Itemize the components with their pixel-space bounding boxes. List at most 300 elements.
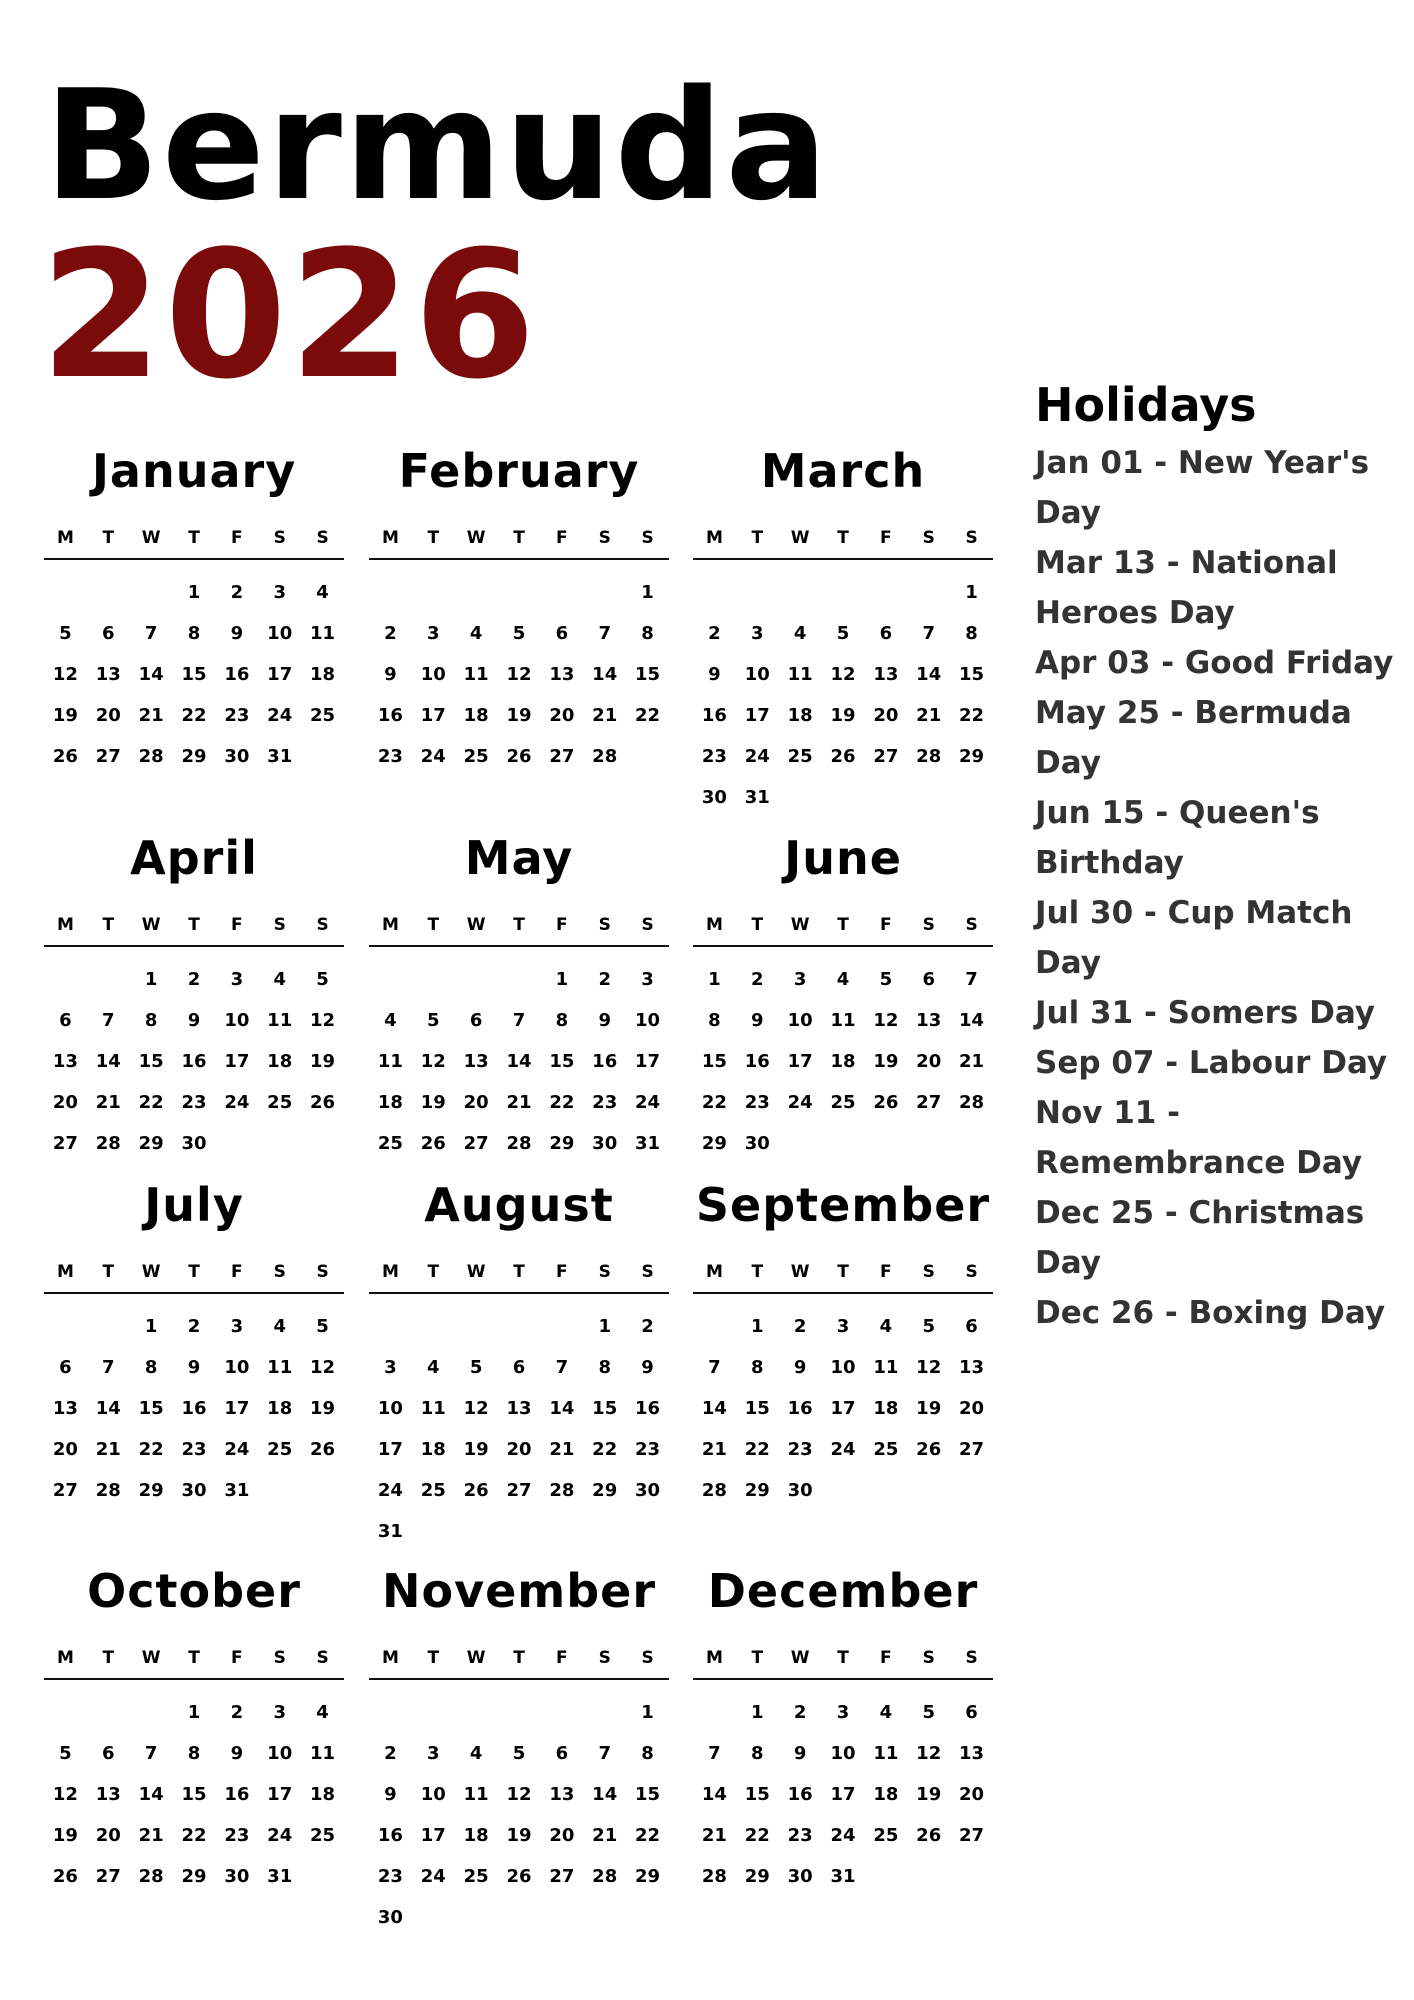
day-cell: 6 bbox=[879, 623, 893, 644]
day-cell: 1 bbox=[641, 1702, 654, 1723]
weekday-label: S bbox=[598, 1648, 611, 1668]
day-cell: 3 bbox=[751, 623, 764, 644]
day-cell: 29 bbox=[744, 1480, 770, 1501]
day-cell: 25 bbox=[420, 1480, 446, 1501]
day-cell: 17 bbox=[787, 1051, 813, 1072]
day-cell: 7 bbox=[598, 1743, 611, 1764]
day-cell: 15 bbox=[138, 1051, 164, 1072]
day-cell: 17 bbox=[224, 1398, 250, 1419]
day-cell: 21 bbox=[506, 1092, 532, 1113]
weekday-header bbox=[44, 528, 344, 560]
day-cell: 11 bbox=[873, 1357, 899, 1378]
day-cell: 1 bbox=[555, 969, 569, 990]
day-cell: 30 bbox=[787, 1480, 813, 1501]
weekday-label: T bbox=[427, 1262, 440, 1282]
day-cell: 6 bbox=[555, 1743, 569, 1764]
empty-day-cell bbox=[412, 1692, 455, 1733]
day-cell: 6 bbox=[469, 1010, 483, 1031]
day-cell: 4 bbox=[273, 969, 286, 990]
day-cell: 9 bbox=[384, 1784, 397, 1805]
weekday-header bbox=[369, 915, 669, 947]
day-cell: 30 bbox=[224, 746, 250, 767]
empty-day-cell bbox=[779, 572, 822, 613]
day-cell: 15 bbox=[635, 1784, 661, 1805]
day-cell: 30 bbox=[744, 1133, 770, 1154]
day-cell: 16 bbox=[377, 1825, 403, 1846]
day-cell: 13 bbox=[916, 1010, 942, 1031]
weekday-label: S bbox=[273, 915, 286, 935]
day-cell: 10 bbox=[830, 1357, 856, 1378]
day-cell: 8 bbox=[751, 1743, 764, 1764]
day-cell: 19 bbox=[830, 705, 856, 726]
day-cell: 13 bbox=[52, 1398, 78, 1419]
day-cell: 1 bbox=[641, 582, 654, 603]
day-cell: 10 bbox=[267, 623, 293, 644]
day-cell: 13 bbox=[959, 1357, 985, 1378]
day-cell: 8 bbox=[144, 1010, 158, 1031]
day-cell: 29 bbox=[138, 1480, 164, 1501]
day-cell: 11 bbox=[420, 1398, 446, 1419]
month-name: February bbox=[398, 444, 640, 498]
day-cell: 11 bbox=[267, 1010, 293, 1031]
day-cell: 11 bbox=[377, 1051, 403, 1072]
day-cell: 5 bbox=[316, 1316, 329, 1337]
weekday-label: S bbox=[641, 1262, 654, 1282]
day-cell: 23 bbox=[787, 1825, 813, 1846]
day-cell: 24 bbox=[377, 1480, 403, 1501]
weekday-label: M bbox=[705, 915, 723, 935]
empty-day-cell bbox=[455, 572, 498, 613]
day-cell: 28 bbox=[701, 1866, 727, 1887]
weekday-label: T bbox=[751, 915, 764, 935]
day-cell: 17 bbox=[830, 1398, 856, 1419]
day-cell: 28 bbox=[95, 1480, 121, 1501]
weekday-label: T bbox=[751, 1262, 764, 1282]
day-cell: 9 bbox=[230, 1743, 244, 1764]
day-cell: 8 bbox=[598, 1357, 611, 1378]
day-cell: 3 bbox=[427, 623, 440, 644]
day-cell: 13 bbox=[506, 1398, 532, 1419]
weekday-label: T bbox=[102, 1648, 115, 1668]
day-cell: 14 bbox=[701, 1784, 727, 1805]
empty-day-cell bbox=[44, 959, 87, 1000]
weekday-label: S bbox=[641, 915, 654, 935]
empty-day-cell bbox=[87, 959, 130, 1000]
day-grid bbox=[693, 1294, 993, 1511]
holiday-item: Apr 03 - Good Friday bbox=[1035, 645, 1394, 681]
day-cell: 19 bbox=[916, 1398, 942, 1419]
weekday-label: T bbox=[513, 915, 525, 935]
day-cell: 1 bbox=[598, 1316, 611, 1337]
day-cell: 12 bbox=[52, 664, 78, 685]
day-cell: 7 bbox=[708, 1743, 721, 1764]
weekday-label: S bbox=[965, 915, 978, 935]
weekday-label: S bbox=[316, 528, 329, 548]
month-name: September bbox=[695, 1178, 991, 1232]
day-cell: 23 bbox=[224, 705, 250, 726]
day-cell: 22 bbox=[181, 1825, 207, 1846]
empty-day-cell bbox=[87, 572, 130, 613]
empty-day-cell bbox=[498, 959, 541, 1000]
day-cell: 27 bbox=[959, 1439, 985, 1460]
weekday-label: T bbox=[427, 528, 440, 548]
weekday-label: T bbox=[751, 1648, 764, 1668]
day-cell: 26 bbox=[873, 1092, 899, 1113]
day-cell: 5 bbox=[316, 969, 329, 990]
day-cell: 25 bbox=[267, 1439, 293, 1460]
empty-day-cell bbox=[369, 1306, 412, 1347]
day-cell: 26 bbox=[830, 746, 856, 767]
day-cell: 3 bbox=[836, 1316, 850, 1337]
day-cell: 7 bbox=[555, 1357, 569, 1378]
day-cell: 6 bbox=[102, 623, 115, 644]
day-cell: 5 bbox=[469, 1357, 483, 1378]
day-cell: 27 bbox=[549, 1866, 575, 1887]
day-cell: 22 bbox=[959, 705, 985, 726]
day-cell: 28 bbox=[138, 746, 164, 767]
day-cell: 10 bbox=[224, 1357, 250, 1378]
weekday-label: W bbox=[141, 915, 161, 935]
day-cell: 5 bbox=[879, 969, 893, 990]
holiday-item: Mar 13 - National Heroes Day bbox=[1035, 545, 1338, 631]
weekday-label: S bbox=[316, 1648, 329, 1668]
day-cell: 18 bbox=[873, 1784, 899, 1805]
day-cell: 20 bbox=[95, 705, 121, 726]
weekday-label: M bbox=[56, 915, 74, 935]
day-cell: 24 bbox=[787, 1092, 813, 1113]
day-cell: 11 bbox=[873, 1743, 899, 1764]
day-cell: 9 bbox=[187, 1357, 201, 1378]
day-cell: 29 bbox=[744, 1866, 770, 1887]
day-grid bbox=[369, 947, 669, 1164]
day-cell: 22 bbox=[592, 1439, 618, 1460]
day-cell: 28 bbox=[592, 746, 618, 767]
weekday-label: F bbox=[556, 528, 568, 548]
day-cell: 28 bbox=[959, 1092, 985, 1113]
weekday-label: S bbox=[316, 1262, 329, 1282]
day-cell: 1 bbox=[708, 969, 721, 990]
day-cell: 15 bbox=[744, 1784, 770, 1805]
day-cell: 23 bbox=[377, 1866, 403, 1887]
day-cell: 1 bbox=[965, 582, 978, 603]
holiday-item: Jan 01 - New Year's Day bbox=[1035, 445, 1370, 531]
day-cell: 27 bbox=[463, 1133, 489, 1154]
day-cell: 16 bbox=[787, 1398, 813, 1419]
day-cell: 22 bbox=[744, 1439, 770, 1460]
day-cell: 21 bbox=[701, 1825, 727, 1846]
day-cell: 31 bbox=[267, 746, 293, 767]
day-cell: 28 bbox=[95, 1133, 121, 1154]
day-cell: 14 bbox=[592, 664, 618, 685]
day-cell: 8 bbox=[641, 623, 654, 644]
day-cell: 13 bbox=[95, 1784, 121, 1805]
day-cell: 30 bbox=[787, 1866, 813, 1887]
day-cell: 11 bbox=[830, 1010, 856, 1031]
day-cell: 9 bbox=[793, 1743, 807, 1764]
day-cell: 24 bbox=[420, 1866, 446, 1887]
holiday-list bbox=[1035, 438, 1395, 1338]
day-cell: 19 bbox=[916, 1784, 942, 1805]
day-cell: 6 bbox=[965, 1316, 978, 1337]
day-cell: 15 bbox=[592, 1398, 618, 1419]
day-grid bbox=[44, 1680, 344, 1897]
day-cell: 9 bbox=[708, 664, 721, 685]
weekday-label: F bbox=[880, 528, 892, 548]
weekday-label: S bbox=[598, 1262, 611, 1282]
day-cell: 24 bbox=[830, 1439, 856, 1460]
weekday-label: T bbox=[427, 915, 440, 935]
day-cell: 2 bbox=[708, 623, 721, 644]
day-cell: 8 bbox=[708, 1010, 721, 1031]
day-cell: 7 bbox=[922, 623, 935, 644]
day-grid bbox=[693, 947, 993, 1164]
day-cell: 28 bbox=[506, 1133, 532, 1154]
day-cell: 20 bbox=[52, 1092, 78, 1113]
day-cell: 30 bbox=[181, 1133, 207, 1154]
day-cell: 3 bbox=[230, 969, 244, 990]
day-cell: 18 bbox=[787, 705, 813, 726]
empty-day-cell bbox=[907, 572, 950, 613]
day-cell: 25 bbox=[873, 1439, 899, 1460]
day-grid bbox=[44, 947, 344, 1164]
day-cell: 13 bbox=[549, 1784, 575, 1805]
day-cell: 17 bbox=[377, 1439, 403, 1460]
day-cell: 13 bbox=[549, 664, 575, 685]
day-cell: 5 bbox=[59, 623, 72, 644]
weekday-label: S bbox=[965, 528, 978, 548]
weekday-label: M bbox=[56, 1648, 74, 1668]
weekday-label: T bbox=[837, 528, 849, 548]
day-cell: 7 bbox=[965, 969, 978, 990]
empty-day-cell bbox=[130, 572, 173, 613]
day-cell: 24 bbox=[830, 1825, 856, 1846]
day-cell: 20 bbox=[549, 705, 575, 726]
day-cell: 11 bbox=[310, 623, 336, 644]
year-heading: 2026 bbox=[40, 213, 538, 418]
empty-day-cell bbox=[44, 1306, 87, 1347]
day-cell: 5 bbox=[836, 623, 850, 644]
day-cell: 22 bbox=[181, 705, 207, 726]
weekday-header bbox=[44, 1262, 344, 1294]
day-cell: 23 bbox=[744, 1092, 770, 1113]
day-cell: 15 bbox=[181, 1784, 207, 1805]
weekday-label: F bbox=[231, 915, 243, 935]
day-cell: 20 bbox=[916, 1051, 942, 1072]
empty-day-cell bbox=[693, 572, 736, 613]
empty-day-cell bbox=[455, 1692, 498, 1733]
day-cell: 25 bbox=[787, 746, 813, 767]
day-cell: 3 bbox=[384, 1357, 397, 1378]
day-cell: 21 bbox=[701, 1439, 727, 1460]
day-cell: 3 bbox=[641, 969, 654, 990]
day-cell: 16 bbox=[635, 1398, 661, 1419]
weekday-label: M bbox=[705, 1648, 723, 1668]
holiday-item: Dec 25 - Christmas Day bbox=[1035, 1195, 1365, 1281]
holiday-item: Sep 07 - Labour Day bbox=[1035, 1045, 1388, 1081]
day-cell: 12 bbox=[420, 1051, 446, 1072]
weekday-label: T bbox=[751, 528, 764, 548]
day-cell: 5 bbox=[59, 1743, 72, 1764]
day-cell: 25 bbox=[830, 1092, 856, 1113]
day-cell: 22 bbox=[635, 1825, 661, 1846]
day-cell: 17 bbox=[267, 664, 293, 685]
month-july bbox=[44, 1178, 344, 1511]
day-cell: 19 bbox=[310, 1051, 336, 1072]
day-cell: 24 bbox=[267, 1825, 293, 1846]
empty-day-cell bbox=[44, 572, 87, 613]
weekday-header bbox=[44, 915, 344, 947]
holidays-panel bbox=[1035, 378, 1395, 1338]
day-cell: 25 bbox=[310, 705, 336, 726]
day-cell: 31 bbox=[635, 1133, 661, 1154]
day-grid bbox=[44, 560, 344, 777]
day-cell: 21 bbox=[138, 705, 164, 726]
day-cell: 12 bbox=[310, 1357, 336, 1378]
empty-day-cell bbox=[583, 572, 626, 613]
month-february bbox=[369, 444, 669, 777]
month-may bbox=[369, 831, 669, 1164]
weekday-label: S bbox=[922, 1648, 935, 1668]
month-name: June bbox=[784, 831, 902, 885]
day-cell: 25 bbox=[377, 1133, 403, 1154]
empty-day-cell bbox=[130, 1692, 173, 1733]
weekday-header bbox=[44, 1648, 344, 1680]
day-cell: 17 bbox=[267, 1784, 293, 1805]
weekday-header bbox=[369, 1262, 669, 1294]
day-cell: 26 bbox=[506, 746, 532, 767]
day-cell: 28 bbox=[549, 1480, 575, 1501]
day-cell: 30 bbox=[224, 1866, 250, 1887]
weekday-label: W bbox=[141, 1262, 161, 1282]
weekday-label: M bbox=[705, 1262, 723, 1282]
weekday-label: W bbox=[466, 1262, 486, 1282]
day-cell: 2 bbox=[641, 1316, 654, 1337]
empty-day-cell bbox=[498, 572, 541, 613]
day-cell: 18 bbox=[420, 1439, 446, 1460]
day-cell: 24 bbox=[744, 746, 770, 767]
month-march bbox=[693, 444, 993, 818]
empty-day-cell bbox=[369, 1692, 412, 1733]
day-cell: 15 bbox=[138, 1398, 164, 1419]
day-cell: 6 bbox=[922, 969, 935, 990]
day-cell: 29 bbox=[138, 1133, 164, 1154]
month-october bbox=[44, 1564, 344, 1897]
holiday-item: Jun 15 - Queen's Birthday bbox=[1035, 795, 1320, 881]
day-cell: 11 bbox=[463, 1784, 489, 1805]
weekday-label: S bbox=[922, 528, 935, 548]
day-cell: 24 bbox=[224, 1439, 250, 1460]
holiday-item: Dec 26 - Boxing Day bbox=[1035, 1295, 1386, 1331]
day-cell: 1 bbox=[144, 1316, 158, 1337]
day-cell: 16 bbox=[224, 664, 250, 685]
empty-day-cell bbox=[498, 1692, 541, 1733]
day-cell: 3 bbox=[273, 582, 286, 603]
day-cell: 27 bbox=[52, 1133, 78, 1154]
day-cell: 16 bbox=[181, 1051, 207, 1072]
holiday-item: Nov 11 - Remembrance Day bbox=[1035, 1095, 1363, 1181]
empty-day-cell bbox=[540, 1306, 583, 1347]
day-cell: 13 bbox=[463, 1051, 489, 1072]
day-cell: 20 bbox=[959, 1398, 985, 1419]
day-cell: 25 bbox=[310, 1825, 336, 1846]
day-cell: 29 bbox=[181, 746, 207, 767]
day-cell: 13 bbox=[873, 664, 899, 685]
weekday-label: M bbox=[381, 1648, 399, 1668]
empty-day-cell bbox=[583, 1692, 626, 1733]
day-cell: 23 bbox=[181, 1092, 207, 1113]
day-cell: 7 bbox=[102, 1010, 115, 1031]
day-cell: 8 bbox=[965, 623, 978, 644]
weekday-label: W bbox=[790, 1648, 810, 1668]
weekday-label: M bbox=[381, 1262, 399, 1282]
day-cell: 26 bbox=[916, 1825, 942, 1846]
day-cell: 18 bbox=[310, 664, 336, 685]
day-cell: 29 bbox=[959, 746, 985, 767]
day-cell: 8 bbox=[555, 1010, 569, 1031]
day-cell: 11 bbox=[310, 1743, 336, 1764]
day-cell: 14 bbox=[592, 1784, 618, 1805]
day-cell: 19 bbox=[463, 1439, 489, 1460]
month-name: August bbox=[424, 1178, 614, 1232]
day-cell: 19 bbox=[310, 1398, 336, 1419]
day-cell: 22 bbox=[138, 1092, 164, 1113]
day-cell: 11 bbox=[463, 664, 489, 685]
empty-day-cell bbox=[369, 959, 412, 1000]
empty-day-cell bbox=[864, 572, 907, 613]
day-cell: 23 bbox=[224, 1825, 250, 1846]
weekday-label: W bbox=[466, 1648, 486, 1668]
day-cell: 19 bbox=[52, 705, 78, 726]
day-cell: 12 bbox=[506, 1784, 532, 1805]
day-cell: 23 bbox=[592, 1092, 618, 1113]
day-cell: 14 bbox=[549, 1398, 575, 1419]
empty-day-cell bbox=[412, 959, 455, 1000]
day-cell: 18 bbox=[873, 1398, 899, 1419]
day-cell: 10 bbox=[744, 664, 770, 685]
weekday-label: S bbox=[273, 1262, 286, 1282]
day-cell: 15 bbox=[701, 1051, 727, 1072]
day-cell: 23 bbox=[701, 746, 727, 767]
weekday-header bbox=[693, 915, 993, 947]
day-cell: 14 bbox=[959, 1010, 985, 1031]
day-cell: 4 bbox=[316, 582, 329, 603]
day-cell: 8 bbox=[187, 1743, 201, 1764]
day-cell: 1 bbox=[751, 1702, 764, 1723]
day-cell: 16 bbox=[787, 1784, 813, 1805]
weekday-header bbox=[369, 1648, 669, 1680]
day-cell: 27 bbox=[52, 1480, 78, 1501]
day-cell: 27 bbox=[873, 746, 899, 767]
weekday-label: W bbox=[466, 915, 486, 935]
day-cell: 16 bbox=[224, 1784, 250, 1805]
day-cell: 31 bbox=[830, 1866, 856, 1887]
day-cell: 19 bbox=[506, 1825, 532, 1846]
day-cell: 6 bbox=[59, 1010, 72, 1031]
weekday-label: T bbox=[837, 1648, 849, 1668]
day-grid bbox=[44, 1294, 344, 1511]
day-cell: 20 bbox=[506, 1439, 532, 1460]
day-cell: 17 bbox=[420, 1825, 446, 1846]
day-cell: 1 bbox=[144, 969, 158, 990]
day-cell: 31 bbox=[744, 787, 770, 808]
day-cell: 21 bbox=[592, 705, 618, 726]
day-grid bbox=[693, 560, 993, 818]
day-cell: 21 bbox=[916, 705, 942, 726]
day-cell: 22 bbox=[635, 705, 661, 726]
day-cell: 23 bbox=[635, 1439, 661, 1460]
day-cell: 24 bbox=[420, 746, 446, 767]
day-cell: 8 bbox=[187, 623, 201, 644]
